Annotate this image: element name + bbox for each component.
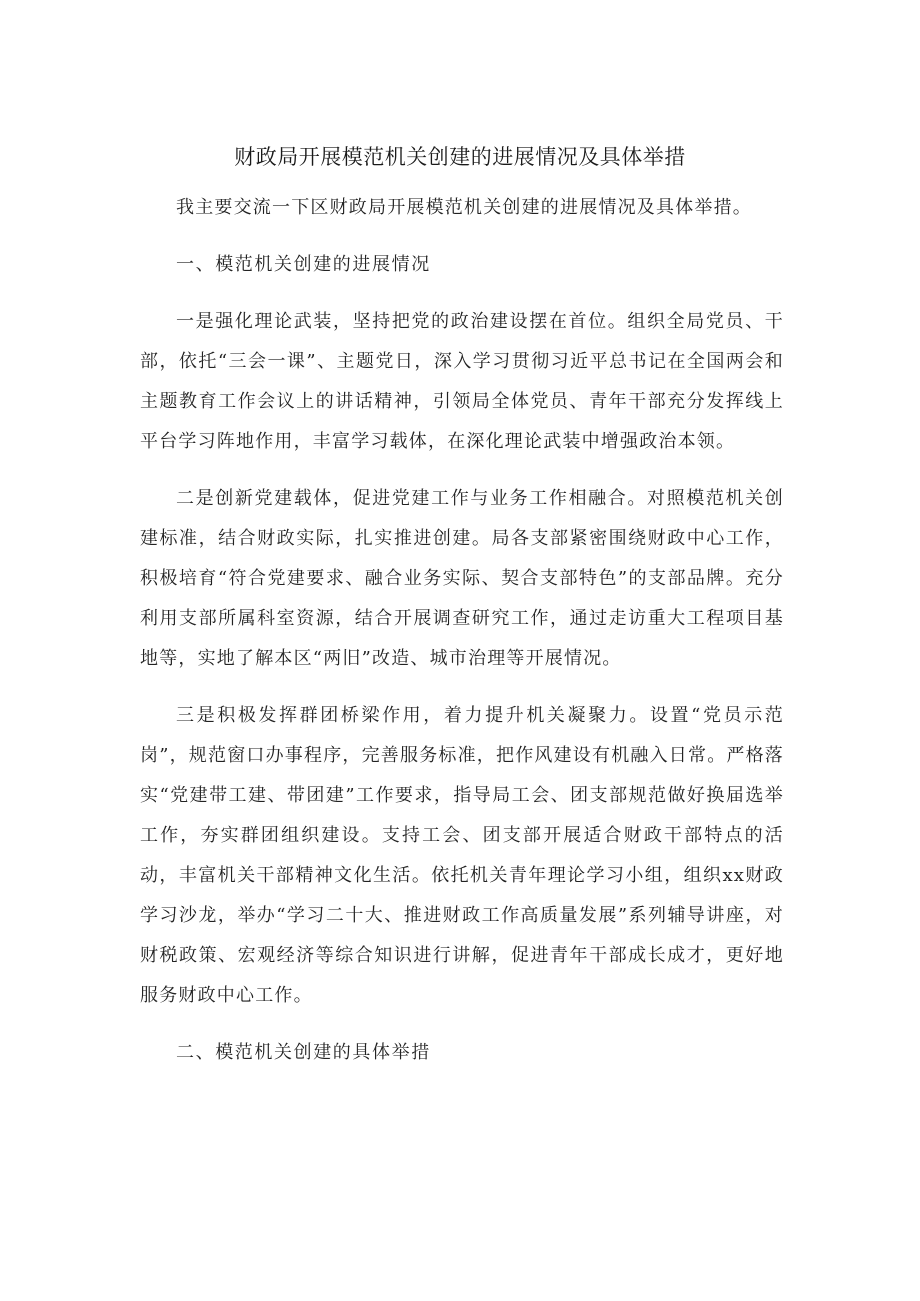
section-heading-progress: 一、模范机关创建的进展情况: [176, 254, 431, 275]
document-title: 财政局开展模范机关创建的进展情况及具体举措: [234, 145, 686, 169]
paragraph-theory: 一是强化理论武装，坚持把党的政治建设摆在首位。组织全局党员、干部，依托“三会一课”、主题党日，深入学习贯彻习近平总书记在全国两会和主题教育工作会议上的讲话精神，引领局全体党员、青年干部充分发挥线上平台学习阵地作用，丰富学习载体，在深化理论武装中增强政治本领。: [140, 311, 784, 452]
document-body: [140, 188, 784, 1090]
section-heading-measures: 二、模范机关创建的具体举措: [176, 1042, 431, 1063]
paragraph-mass-organizations: 三是积极发挥群团桥梁作用，着力提升机关凝聚力。设置“党员示范岗”，规范窗口办事程序，完善服务标准，把作风建设有机融入日常。严格落实“党建带工建、带团建”工作要求，指导局工会、团支部规范做好换届选举工作，夯实群团组织建设。支持工会、团支部开展适合财政干部特点的活动，丰富机关干部精神文化生活。依托机关青年理论学习小组，组织xx财政学习沙龙，举办“学习二十大、推进财政工作高质量发展”系列辅导讲座，对财税政策、宏观经济等综合知识进行讲解，促进青年干部成长成才，更好地服务财政中心工作。: [140, 705, 784, 1006]
paragraph-party-building: 二是创新党建载体，促进党建工作与业务工作相融合。对照模范机关创建标准，结合财政实际，扎实推进创建。局各支部紧密围绕财政中心工作，积极培育“符合党建要求、融合业务实际、契合支部特色”的支部品牌。充分利用支部所属科室资源，结合开展调查研究工作，通过走访重大工程项目基地等，实地了解本区“两旧”改造、城市治理等开展情况。: [140, 488, 784, 669]
intro-paragraph: 我主要交流一下区财政局开展模范机关创建的进展情况及具体举措。: [176, 197, 752, 218]
